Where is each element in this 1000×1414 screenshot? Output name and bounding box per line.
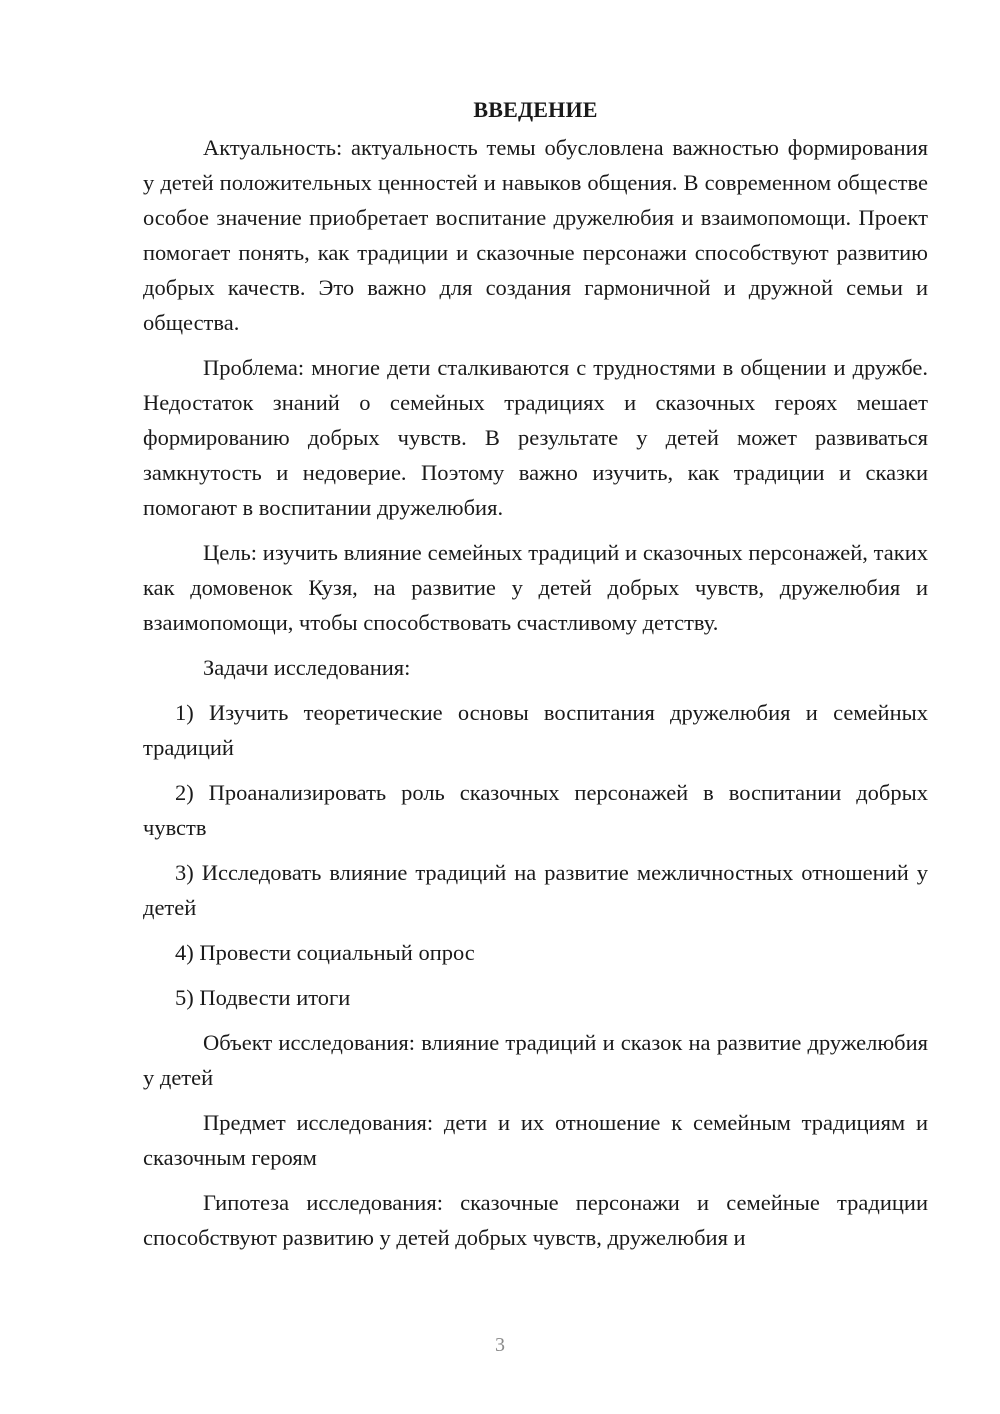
- paragraph-subject: Предмет исследования: дети и их отношение к семейным традициям и сказочным героям: [143, 1110, 928, 1170]
- document-heading: ВВЕДЕНИЕ: [473, 97, 598, 122]
- tasks-label: Задачи исследования:: [203, 655, 411, 680]
- tasks-list: [143, 695, 928, 1015]
- task-item-4: 4) Провести социальный опрос: [175, 940, 475, 965]
- document-page: [143, 92, 928, 1255]
- paragraph-relevance: Актуальность: актуальность темы обусловлена важностью формирования у детей положительных ценностей и навыков общения. В современном обществе особое значение приобретает воспитание дружелюбия и взаимопомощи. Проект помогает понять, как традиции и сказочные персонажи способствуют развитию добрых качеств. Это важно для создания гармоничной и дружной семьи и общества.: [143, 135, 928, 335]
- task-item-3: 3) Исследовать влияние традиций на развитие межличностных отношений у детей: [143, 860, 928, 920]
- paragraph-problem: Проблема: многие дети сталкиваются с трудностями в общении и дружбе. Недостаток знаний о семейных традициях и сказочных героях мешает формированию добрых чувств. В результате у детей может развиваться замкнутость и недоверие. Поэтому важно изучить, как традиции и сказки помогают в воспитании дружелюбия.: [143, 355, 928, 520]
- paragraph-hypothesis: Гипотеза исследования: сказочные персонажи и семейные традиции способствуют развитию у детей добрых чувств, дружелюбия и: [143, 1190, 928, 1250]
- task-item-5: 5) Подвести итоги: [175, 985, 351, 1010]
- task-item-1: 1) Изучить теоретические основы воспитания дружелюбия и семейных традиций: [143, 700, 928, 760]
- task-item-2: 2) Проанализировать роль сказочных персонажей в воспитании добрых чувств: [143, 780, 928, 840]
- paragraph-goal: Цель: изучить влияние семейных традиций и сказочных персонажей, таких как домовенок Кузя, на развитие у детей добрых чувств, дружелюбия и взаимопомощи, чтобы способствовать счастливому детству.: [143, 540, 928, 635]
- paragraph-object: Объект исследования: влияние традиций и сказок на развитие дружелюбия у детей: [143, 1030, 928, 1090]
- page-number: 3: [495, 1334, 505, 1356]
